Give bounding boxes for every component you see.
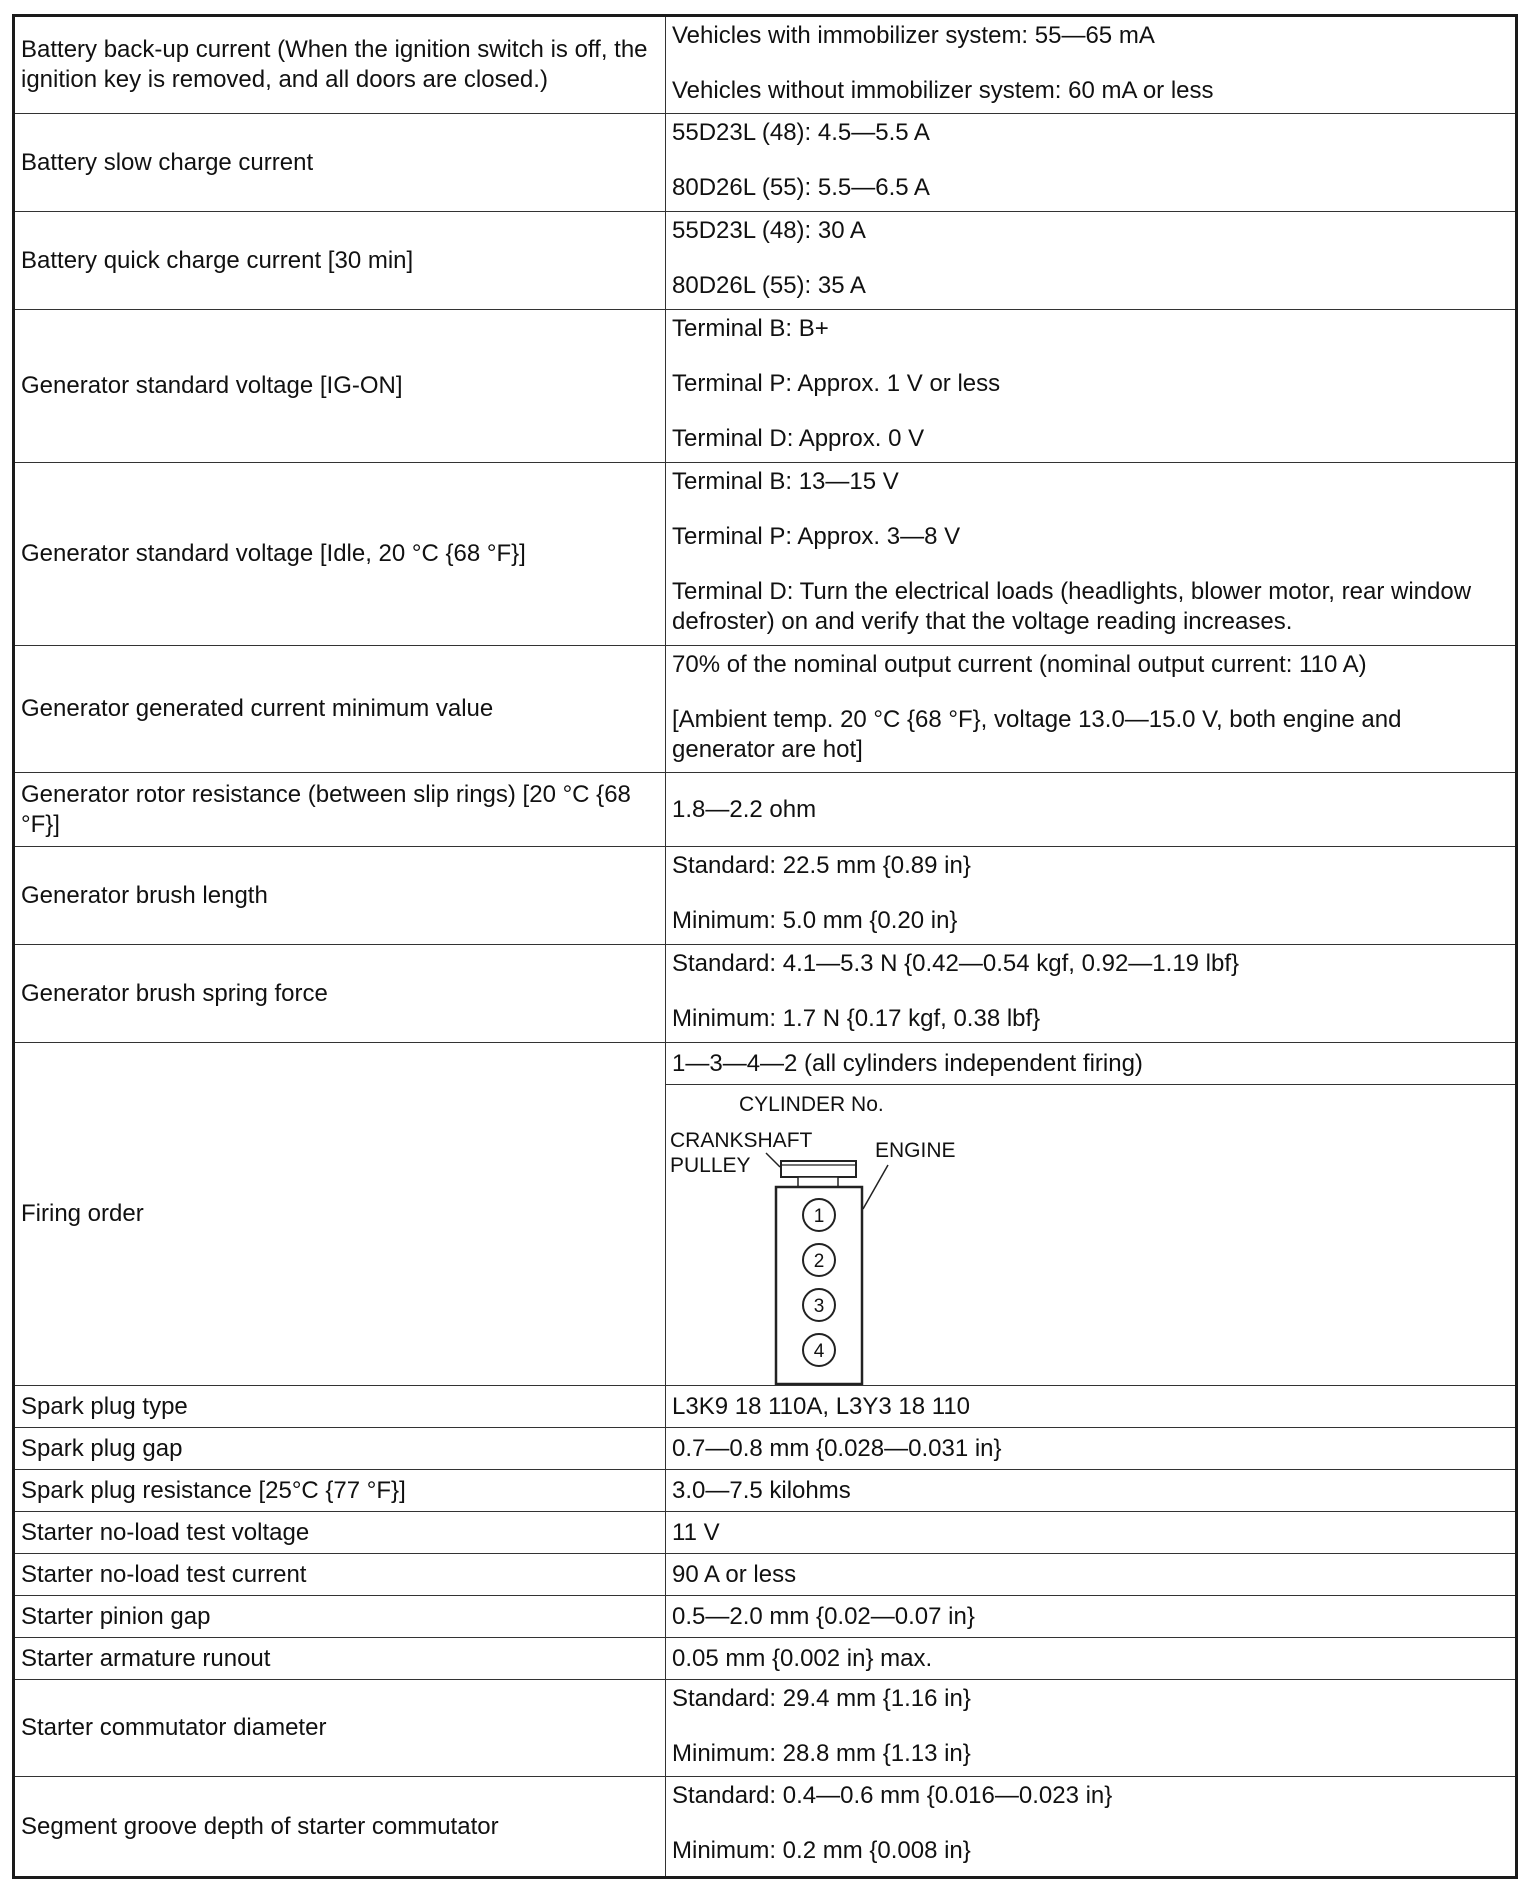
spec-value xyxy=(666,1777,1517,1878)
pulley-label: PULLEY xyxy=(670,1154,751,1177)
spec-value xyxy=(666,463,1517,646)
spec-value-line: 80D26L (55): 5.5—6.5 A xyxy=(672,174,930,201)
cylinder-no-label: CYLINDER No. xyxy=(739,1093,884,1116)
table-row xyxy=(14,847,1517,945)
table-row xyxy=(14,1680,1517,1777)
spec-value-line: 1.8—2.2 ohm xyxy=(672,795,817,823)
spec-value-line: Standard: 29.4 mm {1.16 in} xyxy=(672,1685,971,1712)
spec-value-line: Standard: 4.1—5.3 N {0.42—0.54 kgf, 0.92—1.19 lbf} xyxy=(672,950,1240,977)
spec-label: Generator brush spring force xyxy=(14,945,666,1043)
spec-value-line: Terminal D: Turn the electrical loads (headlights, blower motor, rear window defroster) on and verify that the voltage reading increases. xyxy=(672,578,1472,635)
table-row xyxy=(14,1596,1517,1638)
spec-value-line: Vehicles with immobilizer system: 55—65 mA xyxy=(672,22,1155,49)
spec-value: 0.5—2.0 mm {0.02—0.07 in} xyxy=(666,1596,1517,1638)
cylinder-number: 3 xyxy=(813,1296,825,1317)
spec-value-line: 55D23L (48): 4.5—5.5 A xyxy=(672,119,930,146)
table-row xyxy=(14,1043,1517,1085)
spec-label: Generator rotor resistance (between slip rings) [20 °C {68 °F}] xyxy=(14,773,666,847)
spec-value: 0.05 mm {0.002 in} max. xyxy=(666,1638,1517,1680)
spec-value-line: Terminal P: Approx. 1 V or less xyxy=(672,370,1001,397)
engine-leader-line xyxy=(863,1165,888,1209)
spec-value-line: Vehicles without immobilizer system: 60 mA or less xyxy=(672,77,1214,104)
spec-label: Firing order xyxy=(14,1043,666,1386)
table-row xyxy=(14,773,1517,847)
spec-value-line: Terminal P: Approx. 3—8 V xyxy=(672,523,961,550)
spec-value: 3.0—7.5 kilohms xyxy=(666,1470,1517,1512)
spec-label: Starter pinion gap xyxy=(14,1596,666,1638)
cylinder-number: 4 xyxy=(813,1341,825,1362)
table-row xyxy=(14,1386,1517,1428)
table-row xyxy=(14,945,1517,1043)
spec-label: Spark plug resistance [25°C {77 °F}] xyxy=(14,1470,666,1512)
specification-table xyxy=(12,14,1518,1879)
pulley-shaft-icon xyxy=(798,1177,838,1187)
spec-label: Spark plug gap xyxy=(14,1428,666,1470)
spec-value-line: [Ambient temp. 20 °C {68 °F}, voltage 13.0—15.0 V, both engine and generator are hot] xyxy=(672,706,1402,763)
spec-value xyxy=(666,945,1517,1043)
spec-value-line: Standard: 22.5 mm {0.89 in} xyxy=(672,852,971,879)
cylinder-1-icon xyxy=(803,1199,835,1231)
spec-value xyxy=(666,646,1517,773)
table-row xyxy=(14,1554,1517,1596)
spec-value xyxy=(666,310,1517,463)
spec-label: Battery back-up current (When the ignition switch is off, the ignition key is removed, and all doors are closed.) xyxy=(14,16,666,114)
spec-value xyxy=(666,1680,1517,1777)
cylinder-2-icon xyxy=(803,1244,835,1276)
table-row xyxy=(14,1777,1517,1878)
spec-label: Generator standard voltage [Idle, 20 °C {68 °F}] xyxy=(14,463,666,646)
table-row xyxy=(14,646,1517,773)
spec-value-line: Minimum: 1.7 N {0.17 kgf, 0.38 lbf} xyxy=(672,1005,1041,1032)
spec-value xyxy=(666,212,1517,310)
spec-value-line: 1—3—4—2 (all cylinders independent firing) xyxy=(672,1049,1143,1077)
spec-value xyxy=(666,847,1517,945)
table-row xyxy=(14,1428,1517,1470)
spec-label: Battery slow charge current xyxy=(14,114,666,212)
cylinder-4-icon xyxy=(803,1334,835,1366)
spec-value-line: Minimum: 0.2 mm {0.008 in} xyxy=(672,1837,971,1864)
spec-label: Generator standard voltage [IG-ON] xyxy=(14,310,666,463)
spec-label: Generator brush length xyxy=(14,847,666,945)
spec-value-line: Minimum: 5.0 mm {0.20 in} xyxy=(672,907,958,934)
spec-value-line: Standard: 0.4—0.6 mm {0.016—0.023 in} xyxy=(672,1782,1113,1809)
spec-value: 11 V xyxy=(666,1512,1517,1554)
spec-label: Battery quick charge current [30 min] xyxy=(14,212,666,310)
spec-value xyxy=(666,114,1517,212)
engine-label: ENGINE xyxy=(875,1139,956,1162)
spec-label: Starter commutator diameter xyxy=(14,1680,666,1777)
table-row xyxy=(14,1638,1517,1680)
table-row xyxy=(14,16,1517,114)
table-row xyxy=(14,1512,1517,1554)
crankshaft-pulley-icon xyxy=(781,1161,856,1177)
spec-label: Starter armature runout xyxy=(14,1638,666,1680)
spec-value-line: Minimum: 28.8 mm {1.13 in} xyxy=(672,1740,971,1767)
pulley-leader-line xyxy=(766,1153,780,1167)
spec-value-line: 70% of the nominal output current (nominal output current: 110 A) xyxy=(672,651,1367,678)
cylinder-3-icon xyxy=(803,1289,835,1321)
spec-value: L3K9 18 110A, L3Y3 18 110 xyxy=(666,1386,1517,1428)
cylinder-number: 2 xyxy=(813,1251,825,1272)
spec-value-line: Terminal B: B+ xyxy=(672,315,829,342)
spec-value: 0.7—0.8 mm {0.028—0.031 in} xyxy=(666,1428,1517,1470)
firing-order-diagram xyxy=(666,1085,1517,1386)
spec-label: Segment groove depth of starter commutator xyxy=(14,1777,666,1878)
spec-value xyxy=(666,773,1517,847)
firing-sequence xyxy=(666,1043,1517,1085)
table-row xyxy=(14,310,1517,463)
table-row xyxy=(14,463,1517,646)
spec-value-line: Terminal B: 13—15 V xyxy=(672,468,899,495)
table-row xyxy=(14,1470,1517,1512)
spec-label: Starter no-load test current xyxy=(14,1554,666,1596)
engine-diagram xyxy=(666,1085,1511,1385)
spec-value-line: 55D23L (48): 30 A xyxy=(672,217,866,244)
spec-value: 90 A or less xyxy=(666,1554,1517,1596)
cylinder-number: 1 xyxy=(813,1206,825,1227)
table-row xyxy=(14,114,1517,212)
crankshaft-label: CRANKSHAFT xyxy=(670,1129,813,1152)
spec-label: Generator generated current minimum value xyxy=(14,646,666,773)
spec-label: Spark plug type xyxy=(14,1386,666,1428)
spec-label: Starter no-load test voltage xyxy=(14,1512,666,1554)
spec-value xyxy=(666,16,1517,114)
spec-value-line: 80D26L (55): 35 A xyxy=(672,272,866,299)
table-row xyxy=(14,212,1517,310)
spec-value-line: Terminal D: Approx. 0 V xyxy=(672,425,925,452)
